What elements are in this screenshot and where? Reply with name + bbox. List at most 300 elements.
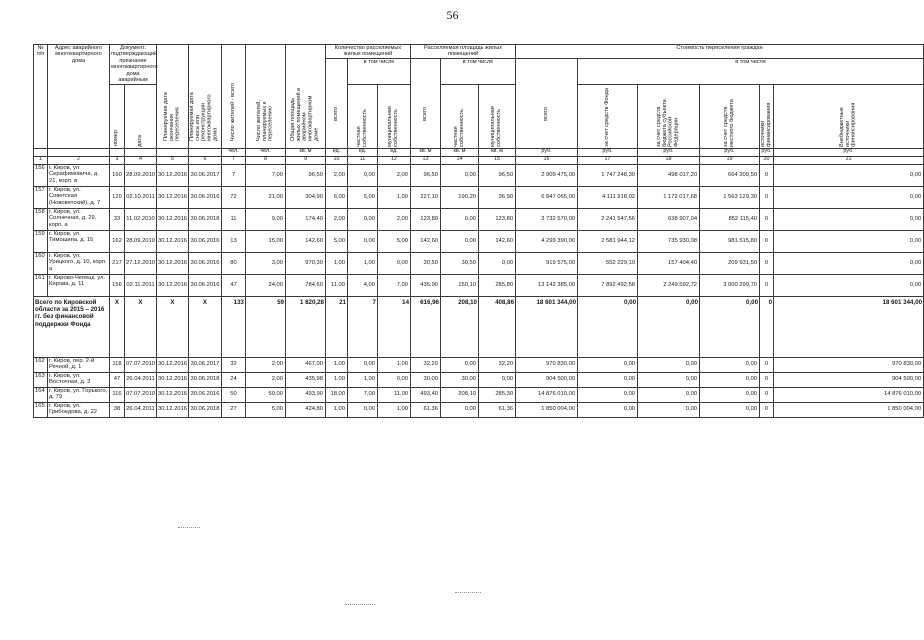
- total-cell: X: [110, 296, 125, 357]
- table-cell-end: 30.12.2016: [157, 164, 189, 186]
- table-cell-demol: 30.06.2018: [189, 208, 222, 230]
- table-cell-c21: 1 850 004,00: [774, 402, 924, 417]
- table-cell-c20: 0: [760, 402, 774, 417]
- table-row: [34, 372, 924, 387]
- table-cell-demol: 30.06.2017: [189, 164, 222, 186]
- header-rooms-municipal: муниципальная собственность: [378, 84, 411, 148]
- table-cell-c11: 0,00: [348, 357, 378, 372]
- table-cell-c12: 5,00: [378, 230, 411, 252]
- table-cell-c10: 6,00: [326, 186, 348, 208]
- table-cell-c19: 0,00: [700, 402, 760, 417]
- table-cell-c18: 498 017,20: [638, 164, 700, 186]
- table-cell-c16: 4 299 390,00: [516, 230, 578, 252]
- table-cell-addr: г. Киров, ул. Тимошина, д. 15: [48, 230, 110, 252]
- table-cell-c9: 304,90: [286, 186, 326, 208]
- unit-cell: чел.: [246, 148, 286, 156]
- table-cell-c10: 5,00: [326, 230, 348, 252]
- table-cell-c18: 157 404,40: [638, 252, 700, 274]
- table-cell-c9: 784,60: [286, 274, 326, 296]
- table-cell-demol: 30.06.2016: [189, 274, 222, 296]
- table-cell-c14: 0,00: [441, 230, 479, 252]
- unit-cell: кв. м: [441, 148, 479, 156]
- table-cell-c15: 285,30: [479, 387, 516, 402]
- table-cell-no: 162: [34, 357, 48, 372]
- table-cell-c21: 0,00: [774, 230, 924, 252]
- table-cell-c13: 30,00: [411, 372, 441, 387]
- total-cell: X: [157, 296, 189, 357]
- total-cell: 0: [760, 296, 774, 357]
- table-cell-c21: 970 830,00: [774, 357, 924, 372]
- header-residents-total: Число жителей - всего: [222, 45, 246, 149]
- table-cell-demol: 30.06.2017: [189, 357, 222, 372]
- header-area-private: частная собственность: [441, 84, 479, 148]
- table-cell-addr: г. Кирово-Чепецк, ул. Кирова, д. 11: [48, 274, 110, 296]
- table-cell-c19: 981 515,80: [700, 230, 760, 252]
- total-cell: 7: [348, 296, 378, 357]
- table-cell-c12: 1,00: [378, 402, 411, 417]
- unit-cell: [34, 148, 48, 156]
- table-cell-no: 156: [34, 164, 48, 186]
- header-cost-incl: в том числе: [578, 58, 924, 84]
- table-cell-c17: 0,00: [578, 402, 638, 417]
- table-cell-c10: 2,00: [326, 164, 348, 186]
- total-row: [34, 296, 924, 357]
- table-cell-c16: 919 575,00: [516, 252, 578, 274]
- unit-cell: кв. м: [286, 148, 326, 156]
- table-cell-c19: 0,00: [700, 357, 760, 372]
- table-cell-c9: 424,80: [286, 402, 326, 417]
- table-cell-no: 159: [34, 230, 48, 252]
- header-cost-local: за счет средств местного бюджета: [700, 84, 760, 148]
- table-cell-date: 11.02.2010: [125, 208, 157, 230]
- table-cell-c9: 96,50: [286, 164, 326, 186]
- table-row: [34, 164, 924, 186]
- header-no: № п/п: [34, 45, 48, 149]
- table-cell-num: 33: [110, 208, 125, 230]
- header-planned-end: Планируемая дата окончания переселения: [157, 45, 189, 149]
- table-row: [34, 186, 924, 208]
- table-cell-c19: 1 563 129,30: [700, 186, 760, 208]
- table-row: [34, 274, 924, 296]
- table-row: [34, 230, 924, 252]
- table-cell-c18: 2 249 592,72: [638, 274, 700, 296]
- header-cost-subject: за счет средств бюджета субъекта Российской Федерации: [638, 84, 700, 148]
- total-cell: 0,00: [700, 296, 760, 357]
- table-cell-addr: г. Киров, ул. Восточная, д. 3: [48, 372, 110, 387]
- total-label: Всего по Кировской области за 2015 – 2016 гг. без финансовой поддержки Фонда: [34, 296, 110, 357]
- table-cell-num: 47: [110, 372, 125, 387]
- table-cell-c14: 30,00: [441, 372, 479, 387]
- table-cell-num: 38: [110, 402, 125, 417]
- total-cell: 18 601 344,00: [774, 296, 924, 357]
- table-cell-addr: г. Киров, ул. Урицкого, д. 10, корп. а: [48, 252, 110, 274]
- table-cell-c15: 36,90: [479, 186, 516, 208]
- table-cell-c19: 0,00: [700, 387, 760, 402]
- table-cell-c10: 1,00: [326, 252, 348, 274]
- table-cell-c11: 4,00: [348, 274, 378, 296]
- unit-cell: [110, 148, 125, 156]
- table-row: [34, 357, 924, 372]
- total-cell: 0,00: [638, 296, 700, 357]
- table-cell-c12: 0,00: [378, 252, 411, 274]
- table-cell-no: 164: [34, 387, 48, 402]
- table-cell-c20: 0: [760, 208, 774, 230]
- table-cell-c16: 6 847 065,00: [516, 186, 578, 208]
- table-cell-c9: 467,00: [286, 357, 326, 372]
- unit-cell: ед.: [348, 148, 378, 156]
- header-rooms-private: частная собственность: [348, 84, 378, 148]
- table-cell-c17: 2 581 944,12: [578, 230, 638, 252]
- table-cell-c13: 123,80: [411, 208, 441, 230]
- table-row: [34, 387, 924, 402]
- table-cell-c14: 0,00: [441, 164, 479, 186]
- table-cell-c21: 0,00: [774, 208, 924, 230]
- unit-cell: ед.: [378, 148, 411, 156]
- table-cell-c18: 0,00: [638, 402, 700, 417]
- table-cell-c13: 61,36: [411, 402, 441, 417]
- column-number: 9: [286, 156, 326, 164]
- table-cell-c13: 227,10: [411, 186, 441, 208]
- table-cell-no: 160: [34, 252, 48, 274]
- table-cell-c13: 32,20: [411, 357, 441, 372]
- header-cost-extra: Внебюджетные источники финансирования: [774, 84, 924, 148]
- table-cell-c21: 0,00: [774, 252, 924, 274]
- table-cell-c20: 0: [760, 274, 774, 296]
- table-cell-c16: 3 732 570,00: [516, 208, 578, 230]
- table-cell-c15: 123,80: [479, 208, 516, 230]
- header-cost: Стоимость переселения граждан: [516, 45, 924, 59]
- table-cell-c20: 0: [760, 372, 774, 387]
- table-cell-c10: 1,00: [326, 372, 348, 387]
- scan-mark: [345, 604, 375, 605]
- table-cell-demol: 30.06.2016: [189, 252, 222, 274]
- header-total-area: Общая площадь жилых помещений в аварийном многоквартирном доме: [286, 45, 326, 149]
- table-cell-num: 217: [110, 252, 125, 274]
- table-cell-c11: 1,00: [348, 372, 378, 387]
- table-cell-c19: 852 115,40: [700, 208, 760, 230]
- header-area-municipal: муниципальная собственность: [479, 84, 516, 148]
- header-cost-total: всего: [516, 58, 578, 148]
- column-number: 10: [326, 156, 348, 164]
- table-cell-date: 07.07.2010: [125, 387, 157, 402]
- column-number: 17: [578, 156, 638, 164]
- table-cell-c14: 0,00: [441, 357, 479, 372]
- header-planned-demolition: Планируемая дата сноса или реконструкции многоквартирного дома: [189, 45, 222, 149]
- table-cell-c15: 0,00: [479, 372, 516, 387]
- table-cell-c14: 30,50: [441, 252, 479, 274]
- column-number: 16: [516, 156, 578, 164]
- header-doc-number: номер: [110, 84, 125, 148]
- table-cell-num: 160: [110, 164, 125, 186]
- table-cell-num: 120: [110, 186, 125, 208]
- table-cell-date: 26.04.2011: [125, 372, 157, 387]
- unit-cell: ед.: [326, 148, 348, 156]
- table-cell-c9: 174,40: [286, 208, 326, 230]
- table-cell-c7: 32: [222, 357, 246, 372]
- table-cell-no: 165: [34, 402, 48, 417]
- table-cell-date: 28.09.2010: [125, 230, 157, 252]
- column-number: 15: [479, 156, 516, 164]
- table-cell-c15: 96,50: [479, 164, 516, 186]
- table-cell-c8: 2,00: [246, 372, 286, 387]
- table-cell-c16: 13 142 385,00: [516, 274, 578, 296]
- table-cell-c17: 4 111 918,02: [578, 186, 638, 208]
- total-cell: 408,86: [479, 296, 516, 357]
- total-cell: 1 820,28: [286, 296, 326, 357]
- header-doc-date: дата: [125, 84, 157, 148]
- table-cell-c8: 3,00: [246, 252, 286, 274]
- table-cell-demol: 30.06.2016: [189, 387, 222, 402]
- table-cell-c14: 150,10: [441, 274, 479, 296]
- header-area-incl: в том числе: [441, 58, 516, 84]
- column-number: 11: [348, 156, 378, 164]
- table-cell-c12: 1,00: [378, 357, 411, 372]
- total-cell: 133: [222, 296, 246, 357]
- total-cell: 18 601 344,00: [516, 296, 578, 357]
- table-cell-c11: 0,00: [348, 230, 378, 252]
- table-cell-c15: 142,60: [479, 230, 516, 252]
- table-cell-c19: 3 000 299,70: [700, 274, 760, 296]
- table-cell-c10: 18,00: [326, 387, 348, 402]
- table-cell-c9: 142,60: [286, 230, 326, 252]
- table-cell-addr: г. Киров, ул. Серафимовича, д. 21, корп. в: [48, 164, 110, 186]
- column-number: 1: [34, 156, 48, 164]
- column-number: 13: [411, 156, 441, 164]
- total-cell: 616,96: [411, 296, 441, 357]
- unit-cell: руб.: [761, 148, 772, 155]
- table-cell-demol: 30.06.2018: [189, 402, 222, 417]
- table-cell-c16: 14 876 010,00: [516, 387, 578, 402]
- table-cell-date: 07.07.2010: [125, 357, 157, 372]
- table-cell-c18: 638 907,04: [638, 208, 700, 230]
- table-cell-c20: 0: [760, 357, 774, 372]
- table-cell-c10: 2,00: [326, 208, 348, 230]
- unit-cell: кв. м: [479, 148, 516, 156]
- table-cell-c13: 30,50: [411, 252, 441, 274]
- column-number: 5: [157, 156, 189, 164]
- table-cell-c13: 435,90: [411, 274, 441, 296]
- unit-cell: руб.: [774, 148, 924, 156]
- units-row: [34, 148, 924, 156]
- table-cell-c13: 493,40: [411, 387, 441, 402]
- table-cell-end: 30.12.2016: [157, 186, 189, 208]
- unit-cell: руб.: [700, 148, 760, 156]
- table-cell-num: 116: [110, 387, 125, 402]
- table-cell-c20: 0: [760, 252, 774, 274]
- table-cell-c17: 1 747 248,30: [578, 164, 638, 186]
- table-cell-date: 26.04.2011: [125, 402, 157, 417]
- table-cell-c8: 5,00: [246, 402, 286, 417]
- table-cell-c17: 0,00: [578, 387, 638, 402]
- header-cost-other: источники финансирования: [760, 84, 774, 148]
- column-number: 14: [441, 156, 479, 164]
- column-number: 7: [222, 156, 246, 164]
- table-cell-c8: 24,00: [246, 274, 286, 296]
- table-cell-c11: 7,00: [348, 387, 378, 402]
- table-cell-c10: 1,00: [326, 357, 348, 372]
- header-cost-fund: за счет средств Фонда: [578, 84, 638, 148]
- table-cell-c8: 50,00: [246, 387, 286, 402]
- table-cell-demol: 30.06.2016: [189, 186, 222, 208]
- table-cell-c7: 24: [222, 372, 246, 387]
- header-area-total: всего: [411, 58, 441, 148]
- unit-cell: руб.: [638, 148, 700, 156]
- column-number: 3: [110, 156, 125, 164]
- table-cell-no: 161: [34, 274, 48, 296]
- table-cell-c16: 970 830,00: [516, 357, 578, 372]
- table-cell-end: 30.12.2016: [157, 274, 189, 296]
- scan-mark: [455, 592, 481, 593]
- table-cell-no: 157: [34, 186, 48, 208]
- resettlement-table-sheet: [33, 44, 923, 418]
- resettlement-table: [33, 44, 924, 418]
- table-cell-c7: 7: [222, 164, 246, 186]
- table-cell-c9: 493,90: [286, 387, 326, 402]
- table-cell-c11: 5,00: [348, 186, 378, 208]
- table-cell-c12: 2,00: [378, 164, 411, 186]
- table-cell-c12: 7,00: [378, 274, 411, 296]
- table-cell-no: 163: [34, 372, 48, 387]
- rows-group-a: [34, 164, 924, 296]
- total-cell: 59: [246, 296, 286, 357]
- table-cell-c17: 552 229,10: [578, 252, 638, 274]
- header-area-resettled: Расселяемая площадь жилых помещений: [411, 45, 516, 59]
- table-cell-date: 27.12.2010: [125, 252, 157, 274]
- table-cell-c12: 1,00: [378, 186, 411, 208]
- table-cell-c7: 11: [222, 208, 246, 230]
- column-number: 8: [246, 156, 286, 164]
- table-cell-demol: 30.06.2016: [189, 230, 222, 252]
- table-cell-c18: 1 172 017,68: [638, 186, 700, 208]
- table-cell-end: 30.12.2016: [157, 252, 189, 274]
- header-residents-planned: Число жителей, планируемых к переселению: [246, 45, 286, 149]
- table-cell-c8: 7,00: [246, 164, 286, 186]
- table-cell-c13: 142,60: [411, 230, 441, 252]
- column-number: 4: [125, 156, 157, 164]
- table-cell-c7: 80: [222, 252, 246, 274]
- table-row: [34, 252, 924, 274]
- table-cell-end: 30.12.2016: [157, 387, 189, 402]
- table-cell-c14: 0,00: [441, 208, 479, 230]
- table-cell-c21: 14 876 010,00: [774, 387, 924, 402]
- table-cell-c9: 435,98: [286, 372, 326, 387]
- total-cell: 0,00: [578, 296, 638, 357]
- table-cell-c11: 0,00: [348, 208, 378, 230]
- table-cell-c8: 9,00: [246, 208, 286, 230]
- table-cell-addr: г. Киров, ул. Советская (Нововятский), д. 7: [48, 186, 110, 208]
- table-cell-c8: 21,00: [246, 186, 286, 208]
- table-cell-no: 158: [34, 208, 48, 230]
- table-cell-c21: 904 500,00: [774, 372, 924, 387]
- table-cell-c20: 0: [760, 164, 774, 186]
- table-cell-c16: 904 500,00: [516, 372, 578, 387]
- table-cell-c21: 0,00: [774, 274, 924, 296]
- table-cell-c10: 11,00: [326, 274, 348, 296]
- unit-cell: кв. м: [411, 148, 441, 156]
- table-cell-c17: 2 241 547,56: [578, 208, 638, 230]
- table-cell-date: 02.10.2011: [125, 186, 157, 208]
- header-address: Адрес аварийного многоквартирного дома: [48, 45, 110, 149]
- table-cell-addr: г. Киров, пер. 2-й Речной, д. 1: [48, 357, 110, 372]
- table-cell-c14: 0,00: [441, 402, 479, 417]
- table-cell-c19: 209 931,50: [700, 252, 760, 274]
- table-row: [34, 402, 924, 417]
- table-cell-date: 02.11.2011: [125, 274, 157, 296]
- table-cell-num: 156: [110, 274, 125, 296]
- total-cell: 14: [378, 296, 411, 357]
- table-cell-c11: 0,00: [348, 402, 378, 417]
- table-cell-c10: 1,00: [326, 402, 348, 417]
- table-cell-addr: г. Киров, ул. Грибоедова, д. 22: [48, 402, 110, 417]
- table-cell-c20: 0: [760, 230, 774, 252]
- table-cell-c8: 15,00: [246, 230, 286, 252]
- table-cell-c7: 50: [222, 387, 246, 402]
- total-cell: 208,10: [441, 296, 479, 357]
- table-cell-c18: 0,00: [638, 372, 700, 387]
- table-cell-c20: 0: [760, 387, 774, 402]
- table-cell-c16: 2 909 475,00: [516, 164, 578, 186]
- table-cell-c7: 27: [222, 402, 246, 417]
- header-row-1: [34, 45, 924, 59]
- unit-cell: [157, 148, 189, 156]
- table-cell-c7: 13: [222, 230, 246, 252]
- table-cell-demol: 30.06.2018: [189, 372, 222, 387]
- table-cell-c12: 0,00: [378, 372, 411, 387]
- table-cell-c14: 208,10: [441, 387, 479, 402]
- table-cell-c15: 61,36: [479, 402, 516, 417]
- table-cell-c15: 285,80: [479, 274, 516, 296]
- header-rooms-total: всего: [326, 58, 348, 148]
- table-cell-c11: 0,00: [348, 164, 378, 186]
- table-cell-end: 30.12.2016: [157, 402, 189, 417]
- unit-cell: руб.: [578, 148, 638, 156]
- table-cell-num: 162: [110, 230, 125, 252]
- table-cell-c21: 0,00: [774, 164, 924, 186]
- unit-cell: [125, 148, 157, 156]
- table-cell-c12: 11,00: [378, 387, 411, 402]
- table-cell-addr: г. Киров, ул. Горького, д. 79: [48, 387, 110, 402]
- table-cell-c18: 735 930,08: [638, 230, 700, 252]
- table-cell-c17: 0,00: [578, 372, 638, 387]
- table-cell-c13: 96,50: [411, 164, 441, 186]
- table-cell-c8: 2,00: [246, 357, 286, 372]
- total-cell: X: [125, 296, 157, 357]
- column-number-row: [34, 156, 924, 164]
- unit-cell: [48, 148, 110, 156]
- column-number: 12: [378, 156, 411, 164]
- table-cell-end: 30.12.2016: [157, 230, 189, 252]
- table-cell-c7: 72: [222, 186, 246, 208]
- table-cell-num: 118: [110, 357, 125, 372]
- table-cell-c20: 0: [760, 186, 774, 208]
- table-cell-c15: 32,20: [479, 357, 516, 372]
- total-cell: 21: [326, 296, 348, 357]
- header-rooms-incl: в том числе: [348, 58, 411, 84]
- total-cell: X: [189, 296, 222, 357]
- table-cell-end: 30.12.2016: [157, 357, 189, 372]
- table-cell-addr: г. Киров, ул. Солнечная, д. 29, корп. а: [48, 208, 110, 230]
- unit-cell: [189, 148, 222, 156]
- table-cell-c9: 970,30: [286, 252, 326, 274]
- rows-group-b: [34, 357, 924, 417]
- table-cell-c7: 47: [222, 274, 246, 296]
- column-number: 2: [48, 156, 110, 164]
- table-cell-c18: 0,00: [638, 387, 700, 402]
- unit-cell: чел.: [222, 148, 246, 156]
- column-number: 18: [638, 156, 700, 164]
- table-cell-end: 30.12.2016: [157, 208, 189, 230]
- scan-mark: [178, 527, 200, 528]
